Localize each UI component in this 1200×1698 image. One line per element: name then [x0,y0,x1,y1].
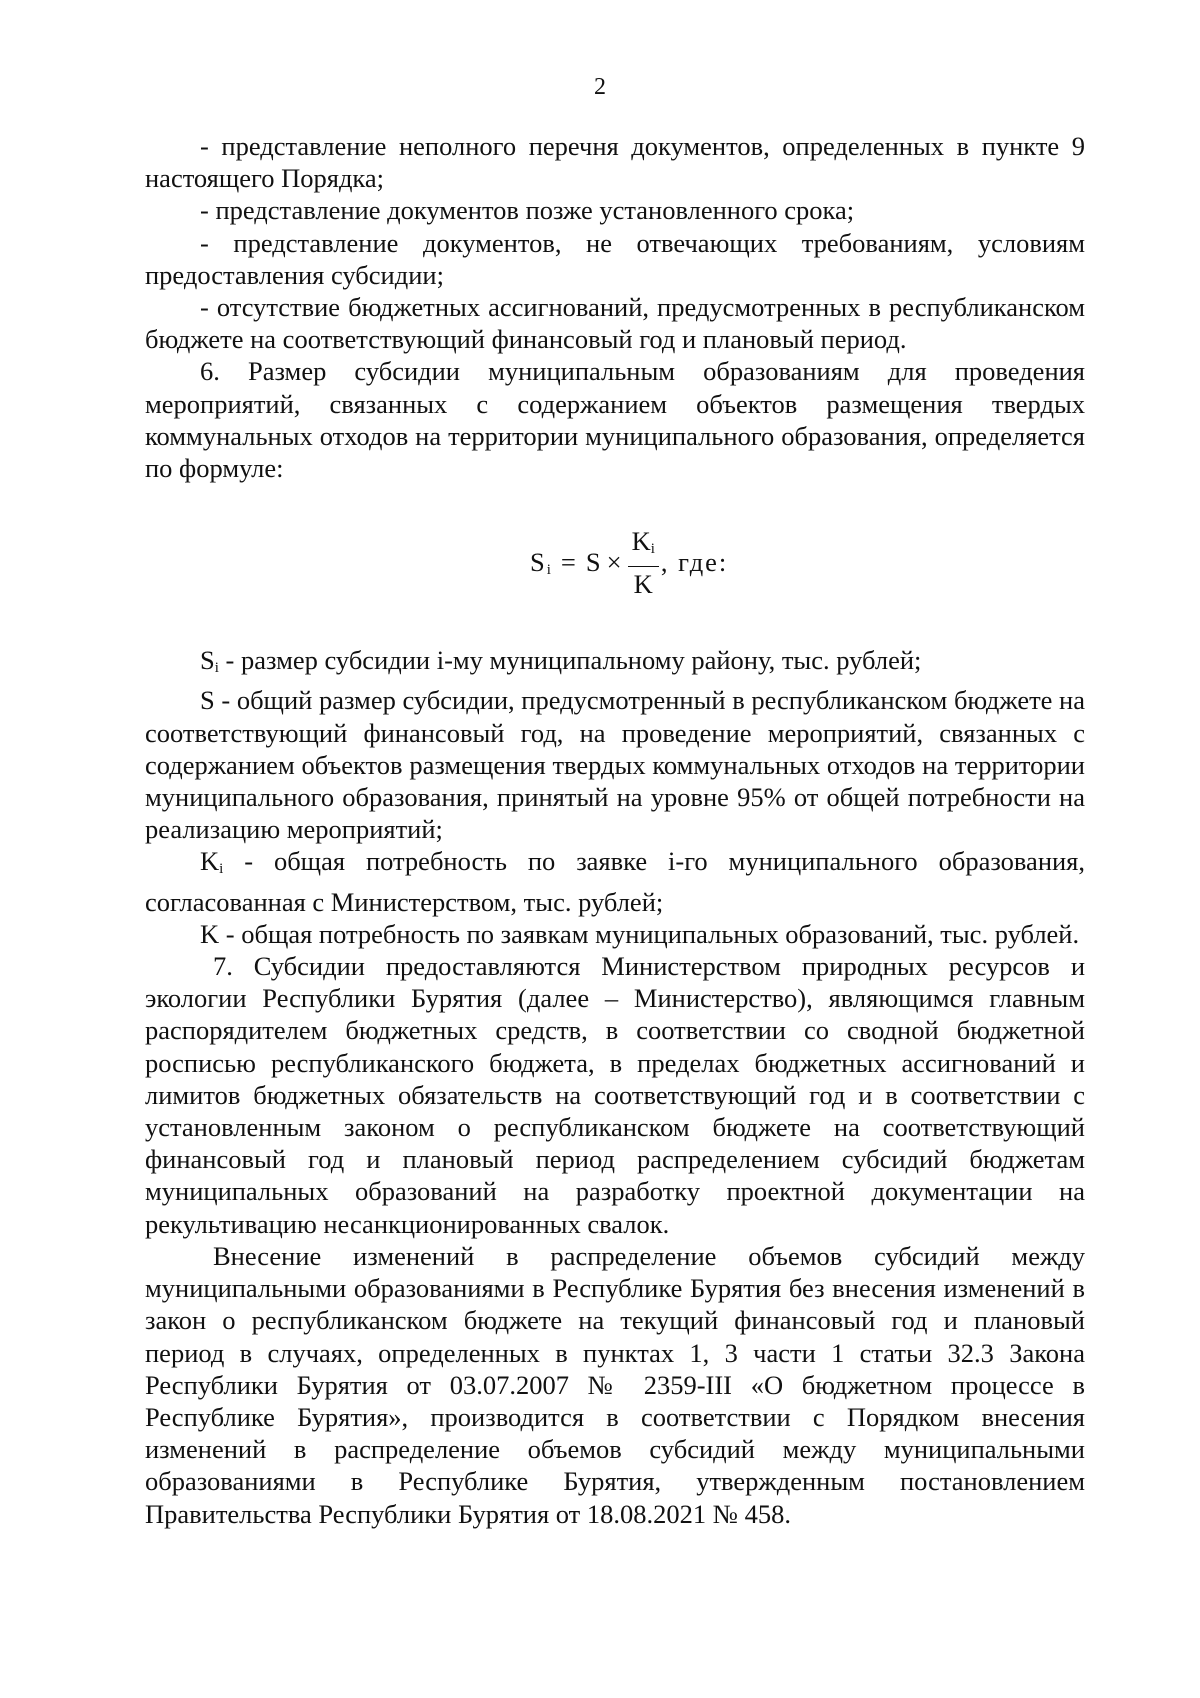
formula-denominator: K [633,569,653,600]
formula-lhs-subscript: i [546,562,551,579]
formula-block [145,484,1085,644]
definition-ki: Ki - общая потребность по заявке i-го муниципального образования, согласованная с Министерством, тыс. рублей; [145,846,1085,917]
document-body [145,130,1085,1530]
paragraph-late-documents: - представление документов позже установленного срока; [200,195,855,226]
formula-numerator-subscript: i [650,541,655,558]
definition-k: K - общая потребность по заявкам муниципальных образований, тыс. рублей. [200,918,1080,949]
paragraph-amendments: Внесение изменений в распределение объемов субсидий между муниципальными образованиями в Республике Бурятия без внесения изменений в закон о республиканском бюджете на текущий финансовый год и плановый период в случаях, определенных в пунктах 1, 3 части 1 статьи 32.3 Закона Республики Бурятия от 03.07.2007 № 2359-III «О бюджетном процессе в Республике Бурятия», производится в соответствии с Порядком внесения изменений в распределение объемов субсидий между муниципальными образованиями в Республике Бурятия, утвержденным постановлением Правительства Республики Бурятия от 18.08.2021 № 458. [145,1240,1085,1529]
formula-times: × [606,547,622,578]
formula-fraction [628,526,659,599]
paragraph-no-budget-allocations: - отсутствие бюджетных ассигнований, предусмотренных в республиканском бюджете на соответствующий финансовый год и плановый период. [145,292,1085,355]
formula-suffix: , где: [660,547,729,578]
definition-si: Si - размер субсидии i-му муниципальному району, тыс. рублей; [200,645,922,677]
paragraph-clause-6: 6. Размер субсидии муниципальным образованиям для проведения мероприятий, связанных с содержанием объектов размещения твердых коммунальных отходов на территории муниципального образования, определяется по формуле: [145,356,1085,484]
paragraph-incomplete-documents: - представление неполного перечня документов, определенных в пункте 9 настоящего Порядка; [145,131,1085,194]
formula-factor: S [585,547,601,578]
definition-s: S - общий размер субсидии, предусмотренный в республиканском бюджете на соответствующий финансовый год, на проведение мероприятий, связанных с содержанием объектов размещения твердых коммунальных отходов на территории муниципального образования, принятый на уровне 95% от общей потребности на реализацию мероприятий; [145,685,1085,845]
paragraph-noncompliant-documents: - представление документов, не отвечающих требованиям, условиям предоставления субсидии; [145,227,1085,290]
paragraph-clause-7: 7. Субсидии предоставляются Министерством природных ресурсов и экологии Республики Бурятия (далее – Министерство), являющимся главным распорядителем бюджетных средств, в соответствии со сводной бюджетной росписью республиканского бюджета, в пределах бюджетных ассигнований и лимитов бюджетных обязательств на соответствующий год и в соответствии с установленным законом о республиканском бюджете на соответствующий финансовый год и плановый период распределением субсидий бюджетам муниципальных образований на разработку проектной документации на рекультивацию несанкционированных свалок. [145,951,1085,1239]
formula-lhs: S [530,547,545,578]
subsidy-formula [530,526,728,599]
page-number: 2 [594,74,606,100]
formula-numerator: Ki [628,526,659,567]
formula-equals: = [560,547,576,578]
